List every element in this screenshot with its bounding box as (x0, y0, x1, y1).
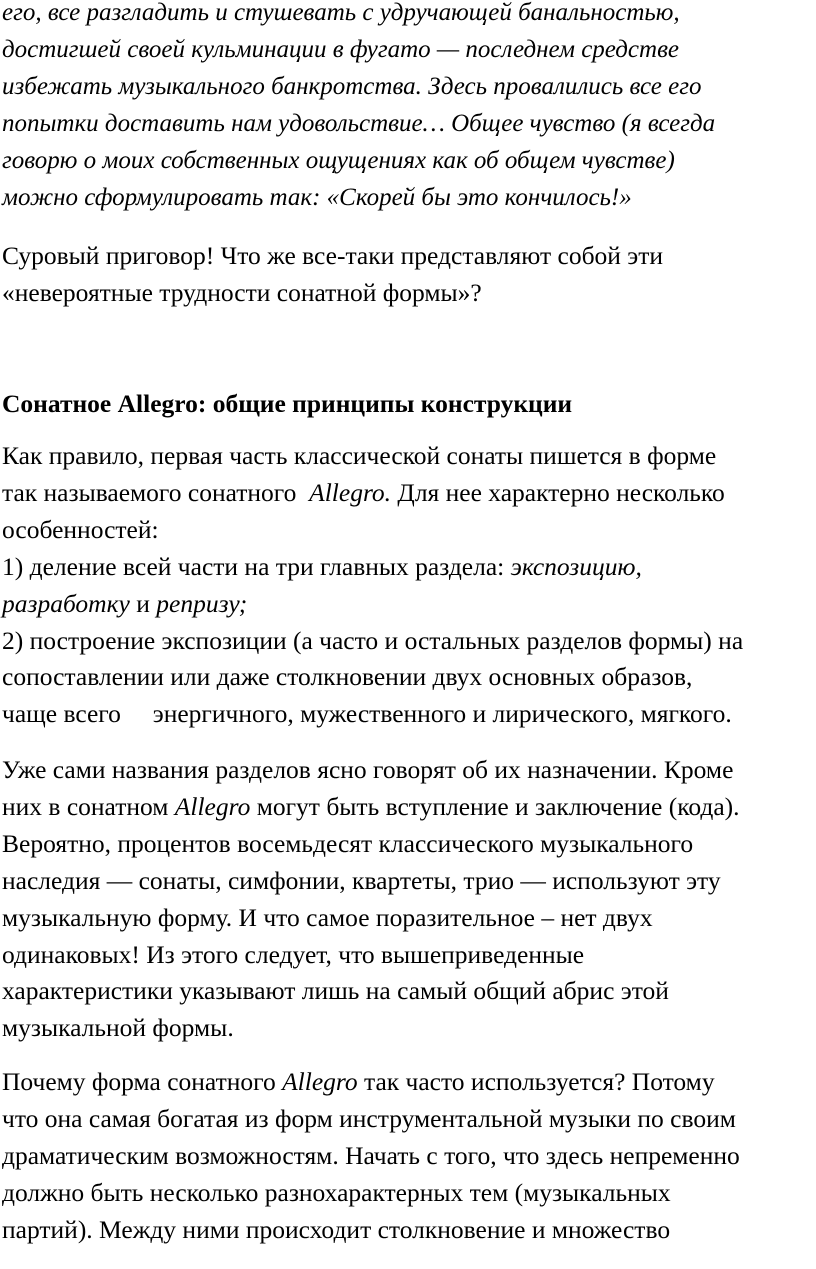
allegro-term: Allegro (174, 791, 251, 821)
intro-line: особенностей: (2, 514, 159, 544)
intro-text: Для нее характерно несколько (391, 477, 725, 507)
recapitulation-term: репризу; (156, 588, 248, 618)
quote-line: говорю о моих собственных ощущениях как об общем чувстве) (2, 146, 675, 174)
quote-line: достигшей своей кульминации в фугато — последнем средстве (2, 35, 680, 63)
list-item-2: 2) построение экспозиции (а часто и остальных разделов формы) на (2, 625, 744, 655)
why-line: что она самая богатая из форм инструментальной музыки по своим (2, 1103, 736, 1133)
names-line (2, 789, 740, 826)
verdict-line: «невероятные трудности сонатной формы»? (2, 277, 482, 307)
list-text: 1) деление всей части на три главных раздела: (2, 551, 511, 581)
names-line: наследия — сонаты, симфонии, квартеты, трио — используют эту (2, 865, 721, 895)
development-term: разработку (2, 588, 130, 618)
intro-paragraph (2, 438, 743, 733)
why-line: партий). Между ними происходит столкновение и множество (2, 1214, 671, 1244)
names-line: одинаковых! Из этого следует, что вышеприведенные (2, 939, 585, 969)
why-text: Почему форма сонатного (2, 1067, 283, 1096)
list-item-1-cont (2, 586, 743, 623)
quote-block (2, 0, 715, 216)
names-line: характеристики указывают лишь на самый общий абрис этой (2, 976, 669, 1006)
list-item-2-cont (2, 696, 743, 733)
names-line: музыкальную форму. И что самое поразительное – нет двух (2, 902, 653, 932)
intro-line (2, 475, 743, 512)
names-line: Уже сами названия разделов ясно говорят об их назначении. Кроме (2, 755, 734, 784)
list-text: чаще всего (2, 699, 121, 729)
quote-line: избежать музыкального банкротства. Здесь провалились все его (2, 72, 702, 100)
verdict-line: Суровый приговор! Что же все-таки представляют собой эти (2, 241, 664, 270)
allegro-term: Allegro (282, 1067, 358, 1096)
list-text: энергичного, мужественного и лирического, мягкого. (152, 699, 732, 729)
exposition-term: экспозицию, (510, 551, 642, 581)
section-heading: Сонатное Allegro: общие принципы конструкции (2, 389, 573, 418)
quote-line: можно сформулировать так: «Скорей бы это кончилось!» (2, 183, 632, 211)
quote-line: попытки доставить нам удовольствие… Общее чувство (я всегда (2, 109, 716, 137)
quote-line: его, все разгладить и стушевать с удручающей банальностью, (2, 0, 680, 26)
why-text: так часто используется? Потому (357, 1067, 715, 1096)
names-line: Вероятно, процентов восемьдесят классического музыкального (2, 828, 694, 858)
names-text: могут быть вступление и заключение (кода). (250, 791, 740, 821)
why-line (2, 1064, 740, 1101)
names-paragraph (2, 752, 740, 1047)
intro-text: так называемого сонатного (2, 477, 297, 507)
list-item-1 (2, 549, 743, 586)
allegro-term: Allegro. (309, 477, 392, 507)
names-line: музыкальной формы. (2, 1013, 234, 1043)
intro-line: Как правило, первая часть классической сонаты пишется в форме (2, 441, 717, 470)
why-line: должно быть несколько разнохарактерных тем (музыкальных (2, 1177, 671, 1207)
verdict-paragraph (2, 238, 663, 312)
why-line: драматическим возможностям. Начать с того, что здесь непременно (2, 1140, 740, 1170)
names-text: них в сонатном (2, 791, 175, 821)
why-paragraph (2, 1064, 740, 1249)
list-text: и (129, 588, 157, 618)
list-item-2-cont: сопоставлении или даже столкновении двух основных образов, (2, 662, 693, 692)
